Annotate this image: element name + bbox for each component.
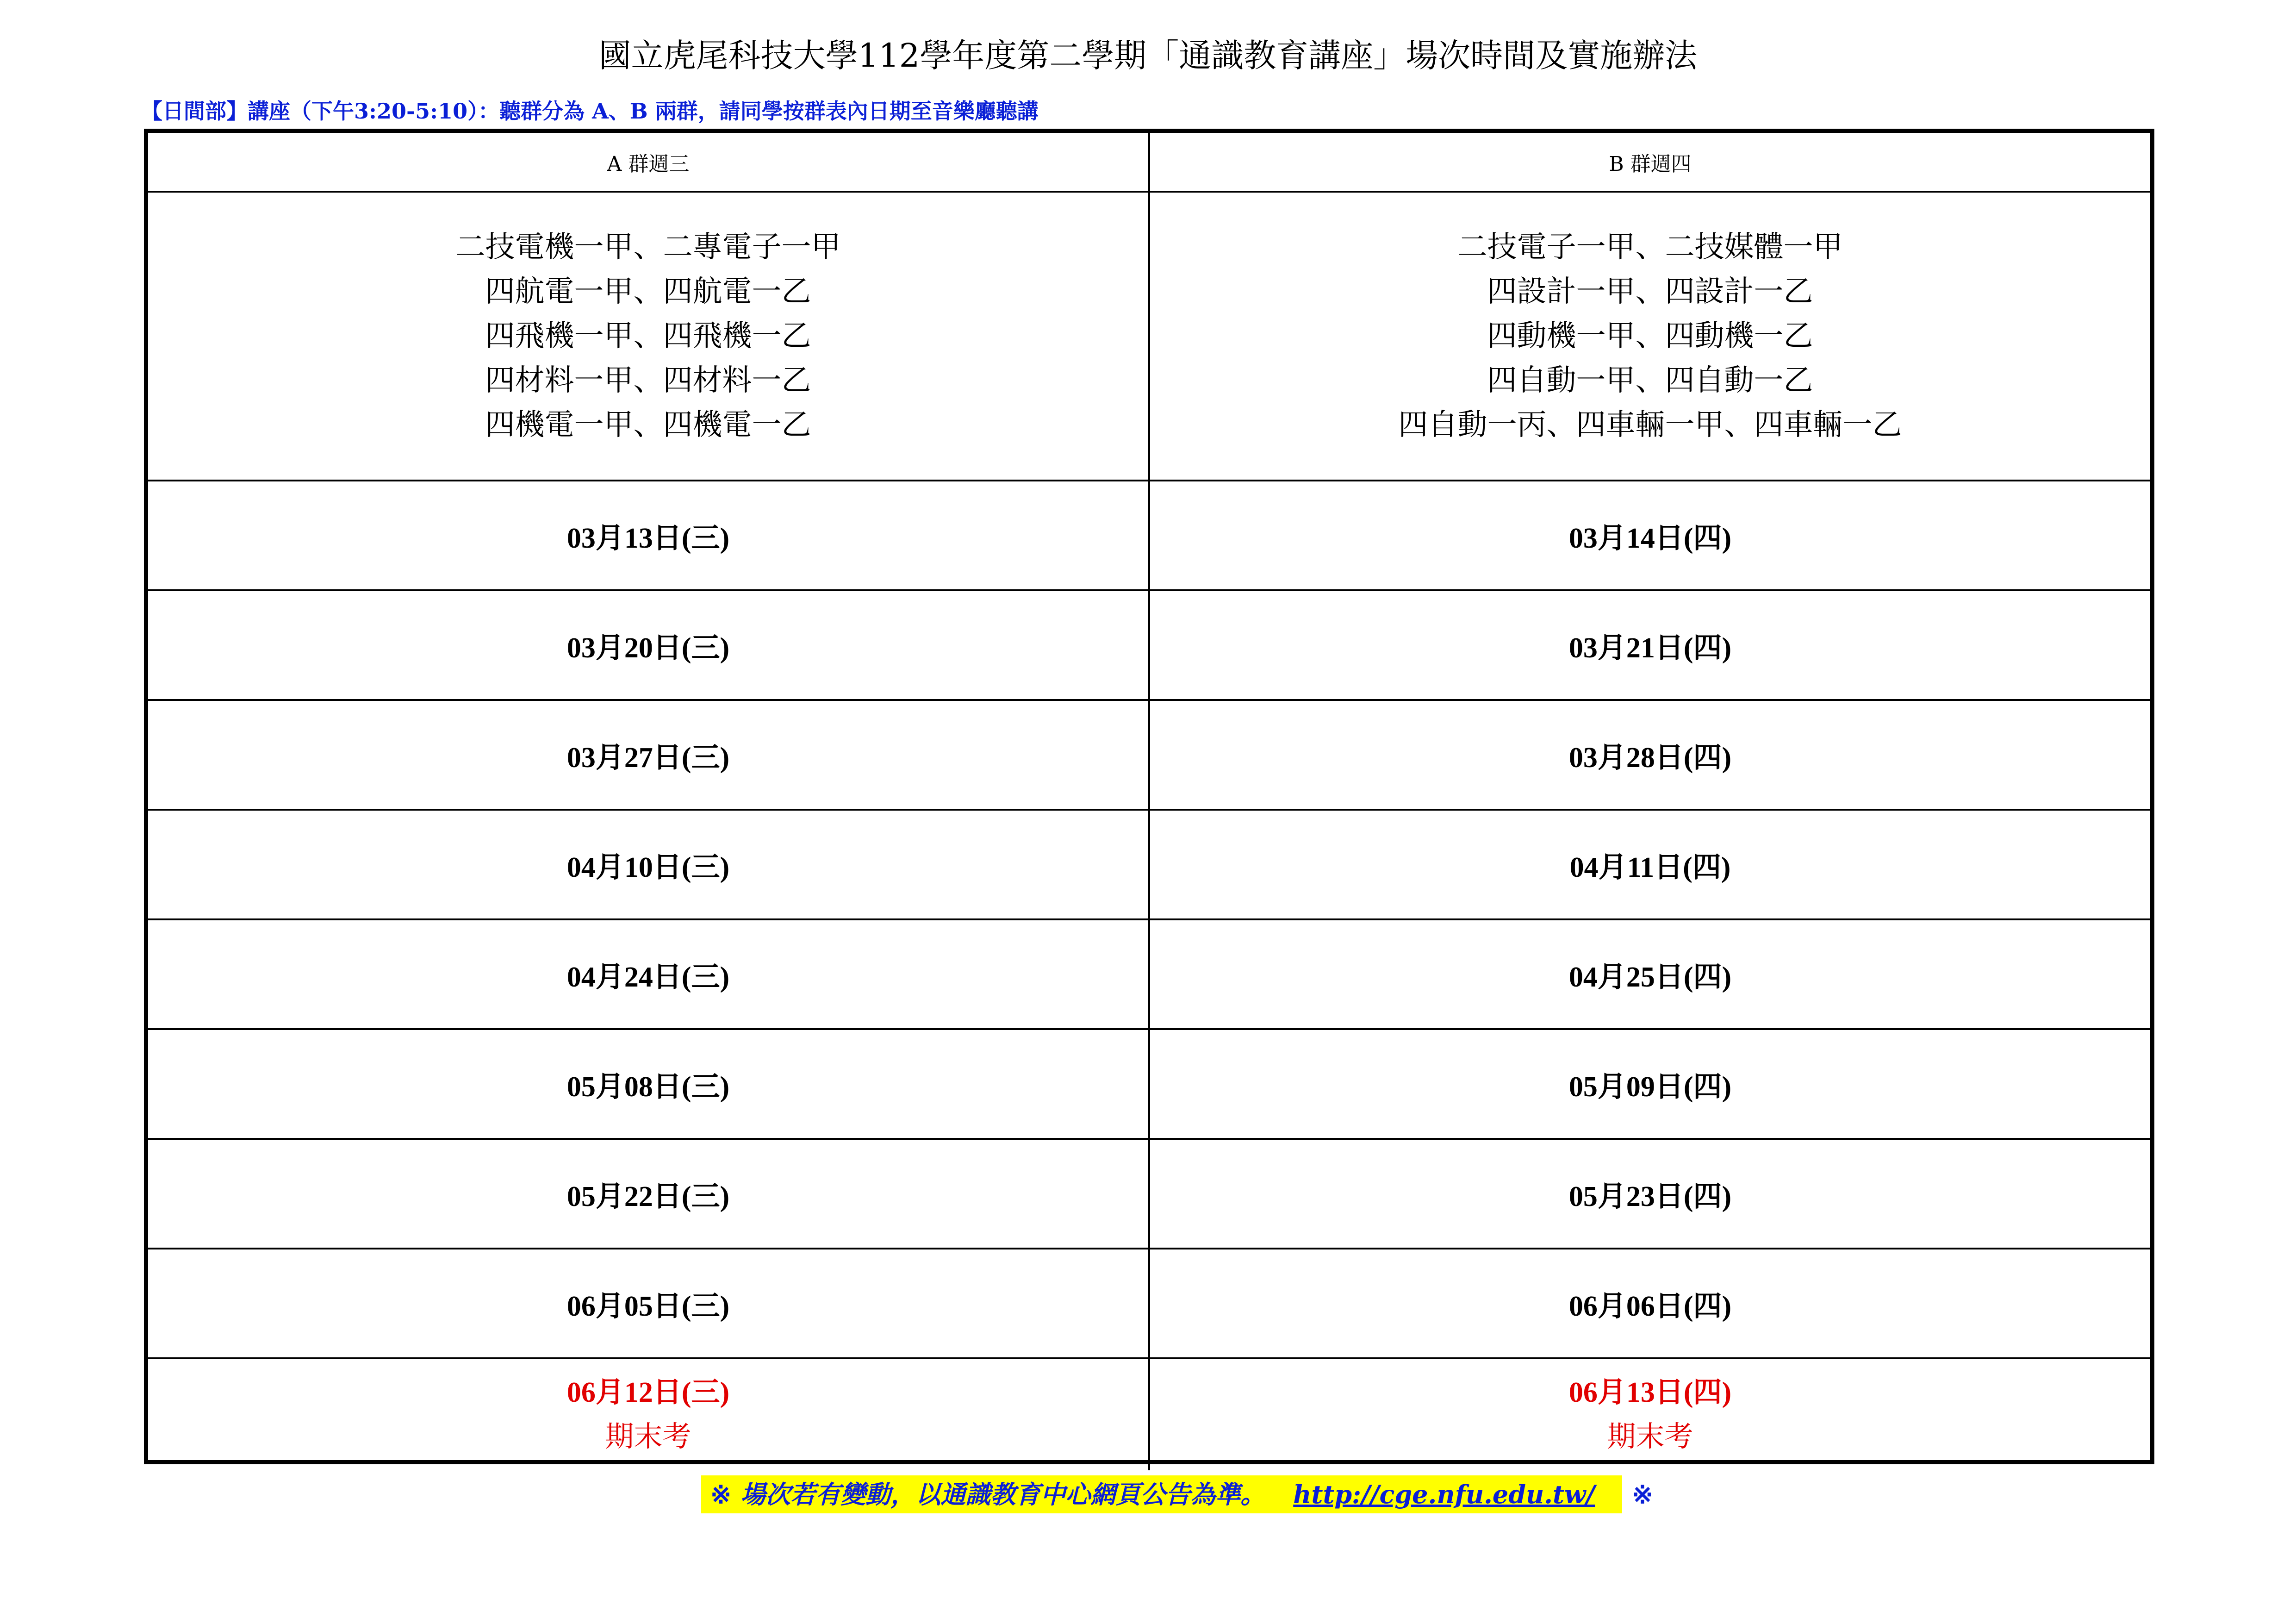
- notice-text: 場次若有變動，以通識教育中心網頁公告為準。: [740, 1480, 1266, 1509]
- table-row: [148, 810, 2150, 919]
- class-line: 二技電機一甲、二專電子一甲: [455, 230, 841, 264]
- class-line: 四材料一甲、四材料一乙: [485, 363, 811, 398]
- group-a-date: 04月10日(三): [148, 810, 1149, 919]
- group-a-date: 03月13日(三): [148, 481, 1149, 590]
- class-line: 四航電一甲、四航電一乙: [485, 275, 811, 309]
- group-b-date: 05月09日(四): [1149, 1029, 2150, 1139]
- group-a-date: 04月24日(三): [148, 919, 1149, 1029]
- class-line: 四動機一甲、四動機一乙: [1487, 319, 1813, 353]
- subtitle: 【日間部】講座（下午3:20-5:10）：聽群分為 A、B 兩群，請同學按群表內日期至音樂廳聽講: [141, 99, 1039, 124]
- table-row: [148, 1249, 2150, 1358]
- class-line: 四機電一甲、四機電一乙: [485, 408, 811, 442]
- table-row: [148, 1029, 2150, 1139]
- group-a-date: 06月05日(三): [148, 1249, 1149, 1358]
- classes-row: [148, 192, 2150, 481]
- table-row: [148, 919, 2150, 1029]
- group-b-date: 03月28日(四): [1149, 700, 2150, 810]
- table-row: [148, 590, 2150, 700]
- table-row: [148, 481, 2150, 590]
- group-b-header: B 群週四: [1149, 133, 2150, 192]
- page-title: 國立虎尾科技大學112學年度第二學期「通識教育講座」場次時間及實施辦法: [598, 37, 1698, 75]
- group-a-date: 03月27日(三): [148, 700, 1149, 810]
- group-b-date: 04月25日(四): [1149, 919, 2150, 1029]
- group-a-date: 05月08日(三): [148, 1029, 1149, 1139]
- group-a-date: 05月22日(三): [148, 1139, 1149, 1249]
- reference-mark: ※: [1632, 1480, 1653, 1509]
- group-b-classes: [1149, 192, 2150, 481]
- group-b-date: 04月11日(四): [1149, 810, 2150, 919]
- class-line: 二技電子一甲、二技媒體一甲: [1457, 230, 1843, 264]
- class-line: 四自動一甲、四自動一乙: [1487, 363, 1813, 398]
- final-exam-label: 期末考: [1607, 1421, 1693, 1453]
- final-exam-row: [148, 1358, 2150, 1470]
- class-line: 四飛機一甲、四飛機一乙: [485, 319, 811, 353]
- class-line: 四自動一丙、四車輛一甲、四車輛一乙: [1398, 408, 1902, 442]
- notice-banner: [701, 1475, 1653, 1513]
- group-a-header: A 群週三: [148, 133, 1149, 192]
- group-b-final: [1149, 1358, 2150, 1470]
- website-link[interactable]: http://cge.nfu.edu.tw/: [1293, 1480, 1595, 1509]
- group-b-date: 06月06日(四): [1149, 1249, 2150, 1358]
- group-a-final: [148, 1358, 1149, 1470]
- reference-mark: ※: [710, 1480, 732, 1509]
- final-date: 06月13日(四): [1568, 1377, 1732, 1408]
- group-a-classes: [148, 192, 1149, 481]
- group-b-date: 03月14日(四): [1149, 481, 2150, 590]
- schedule-table: [144, 129, 2154, 1464]
- group-b-date: 03月21日(四): [1149, 590, 2150, 700]
- final-date: 06月12日(三): [566, 1377, 730, 1408]
- class-line: 四設計一甲、四設計一乙: [1487, 275, 1813, 309]
- header-row: [148, 133, 2150, 192]
- table-row: [148, 700, 2150, 810]
- table-row: [148, 1139, 2150, 1249]
- group-a-date: 03月20日(三): [148, 590, 1149, 700]
- group-b-date: 05月23日(四): [1149, 1139, 2150, 1249]
- final-exam-label: 期末考: [605, 1421, 691, 1453]
